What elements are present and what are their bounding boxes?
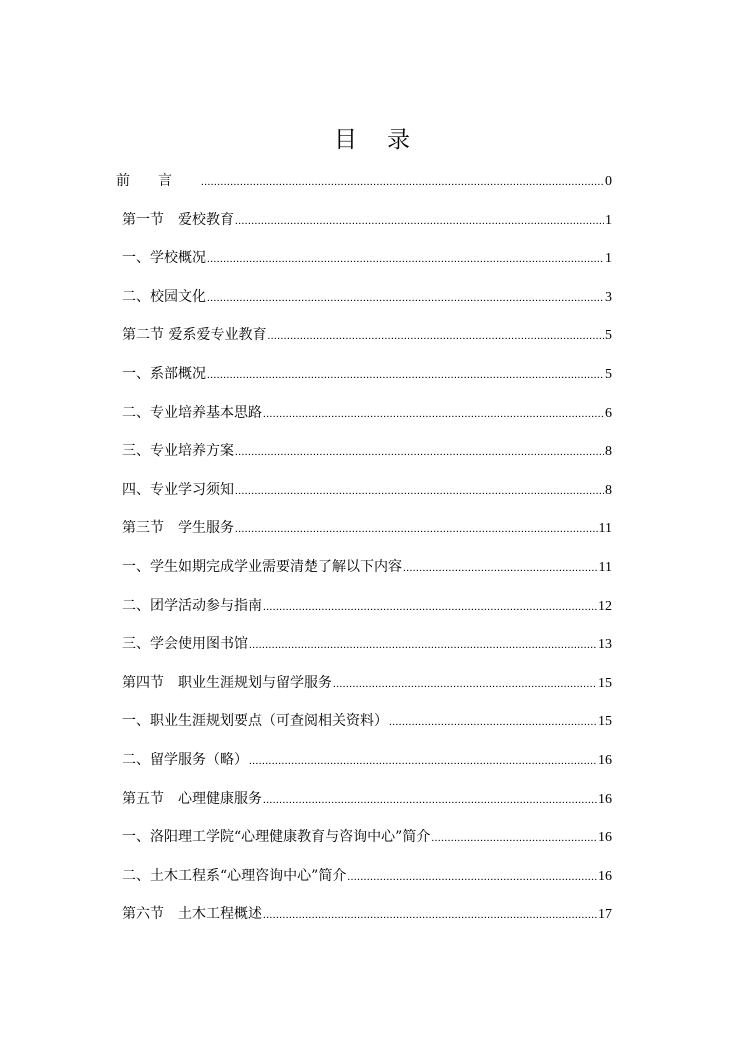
toc-entry-label: 三、学会使用图书馆 xyxy=(122,636,248,653)
toc-leader-dots xyxy=(235,516,598,542)
toc-entry-subsection[interactable] xyxy=(116,284,612,323)
toc-entry-page: 12 xyxy=(598,598,612,614)
toc-entry-label: 一、洛阳理工学院“心理健康教育与咨询中心”简介 xyxy=(122,829,431,846)
toc-entry-label: 二、专业培养基本思路 xyxy=(122,404,262,421)
toc-entry-subsection[interactable] xyxy=(116,477,612,516)
toc-leader-dots xyxy=(235,478,604,504)
toc-leader-dots xyxy=(263,902,597,928)
toc-entry-subsection[interactable] xyxy=(116,361,612,400)
toc-leader-dots xyxy=(207,285,604,311)
toc-entry-label: 前言 xyxy=(116,173,200,189)
toc-entry-page: 8 xyxy=(605,444,612,460)
toc-leader-dots xyxy=(347,864,597,890)
toc-leader-dots xyxy=(431,825,597,851)
toc-entry-label: 一、职业生涯规划要点（可查阅相关资料） xyxy=(122,713,388,730)
toc-leader-dots xyxy=(207,246,604,272)
toc-entry-page: 11 xyxy=(598,521,612,537)
toc-leader-dots xyxy=(249,748,597,774)
toc-entry-subsection[interactable] xyxy=(116,631,612,670)
toc-entry-page: 5 xyxy=(605,328,612,344)
toc-entry-subsection[interactable] xyxy=(116,400,612,439)
toc-leader-dots xyxy=(235,208,604,234)
toc-leader-dots xyxy=(389,709,597,735)
toc-entry-page: 15 xyxy=(598,675,612,691)
toc-entry-label: 二、校园文化 xyxy=(122,288,206,305)
toc-list xyxy=(116,168,612,940)
toc-entry-subsection[interactable] xyxy=(116,593,612,632)
toc-entry-section-5[interactable] xyxy=(116,786,612,825)
toc-entry-page: 1 xyxy=(605,251,612,267)
toc-leader-dots xyxy=(267,323,604,349)
toc-entry-subsection[interactable] xyxy=(116,708,612,747)
toc-entry-label: 一、学生如期完成学业需要清楚了解以下内容 xyxy=(122,558,402,575)
toc-entry-subsection[interactable] xyxy=(116,824,612,863)
toc-entry-label: 第四节 职业生涯规划与留学服务 xyxy=(122,674,332,691)
toc-entry-subsection[interactable] xyxy=(116,554,612,593)
toc-entry-page: 8 xyxy=(605,482,612,498)
toc-entry-page: 15 xyxy=(598,714,612,730)
toc-entry-page: 11 xyxy=(598,559,612,575)
toc-entry-page: 16 xyxy=(598,752,612,768)
toc-entry-preface[interactable] xyxy=(116,168,612,207)
toc-entry-label: 第六节 土木工程概述 xyxy=(122,906,262,923)
toc-leader-dots xyxy=(235,439,604,465)
toc-entry-page: 16 xyxy=(598,791,612,807)
toc-entry-page: 5 xyxy=(605,366,612,382)
toc-leader-dots xyxy=(403,555,598,581)
toc-entry-section-1[interactable] xyxy=(116,207,612,246)
toc-entry-label: 四、专业学习须知 xyxy=(122,481,234,498)
toc-leader-dots xyxy=(263,787,597,813)
toc-entry-label: 一、学校概况 xyxy=(122,250,206,267)
toc-leader-dots xyxy=(263,401,604,427)
toc-entry-page: 0 xyxy=(605,174,612,189)
toc-entry-page: 16 xyxy=(598,830,612,846)
toc-entry-label: 三、专业培养方案 xyxy=(122,443,234,460)
toc-entry-page: 1 xyxy=(605,212,612,228)
toc-entry-section-3[interactable] xyxy=(116,515,612,554)
toc-entry-subsection[interactable] xyxy=(116,438,612,477)
toc-leader-dots xyxy=(263,594,597,620)
toc-leader-dots xyxy=(249,632,597,658)
toc-entry-subsection[interactable] xyxy=(116,245,612,284)
toc-entry-label: 第五节 心理健康服务 xyxy=(122,790,262,807)
toc-leader-dots xyxy=(333,671,597,697)
toc-entry-page: 3 xyxy=(605,289,612,305)
toc-entry-page: 16 xyxy=(598,868,612,884)
toc-entry-label: 一、系部概况 xyxy=(122,365,206,382)
toc-entry-section-4[interactable] xyxy=(116,670,612,709)
toc-entry-label: 第一节 爱校教育 xyxy=(122,211,234,228)
toc-leader-dots xyxy=(207,362,604,388)
toc-entry-label: 第二节 爱系爱专业教育 xyxy=(122,327,267,344)
toc-leader-dots xyxy=(201,169,604,195)
toc-entry-page: 13 xyxy=(598,637,612,653)
toc-title: 目录 xyxy=(334,127,440,153)
toc-entry-page: 6 xyxy=(605,405,612,421)
toc-entry-label: 二、团学活动参与指南 xyxy=(122,597,262,614)
toc-entry-label: 二、留学服务（略） xyxy=(122,751,248,768)
toc-entry-section-2[interactable] xyxy=(116,322,612,361)
toc-entry-subsection[interactable] xyxy=(116,863,612,902)
toc-entry-page: 17 xyxy=(598,907,612,923)
toc-entry-subsection[interactable] xyxy=(116,747,612,786)
toc-entry-label: 二、土木工程系“心理咨询中心”简介 xyxy=(122,867,347,884)
toc-entry-label: 第三节 学生服务 xyxy=(122,520,234,537)
toc-entry-section-6[interactable] xyxy=(116,901,612,940)
